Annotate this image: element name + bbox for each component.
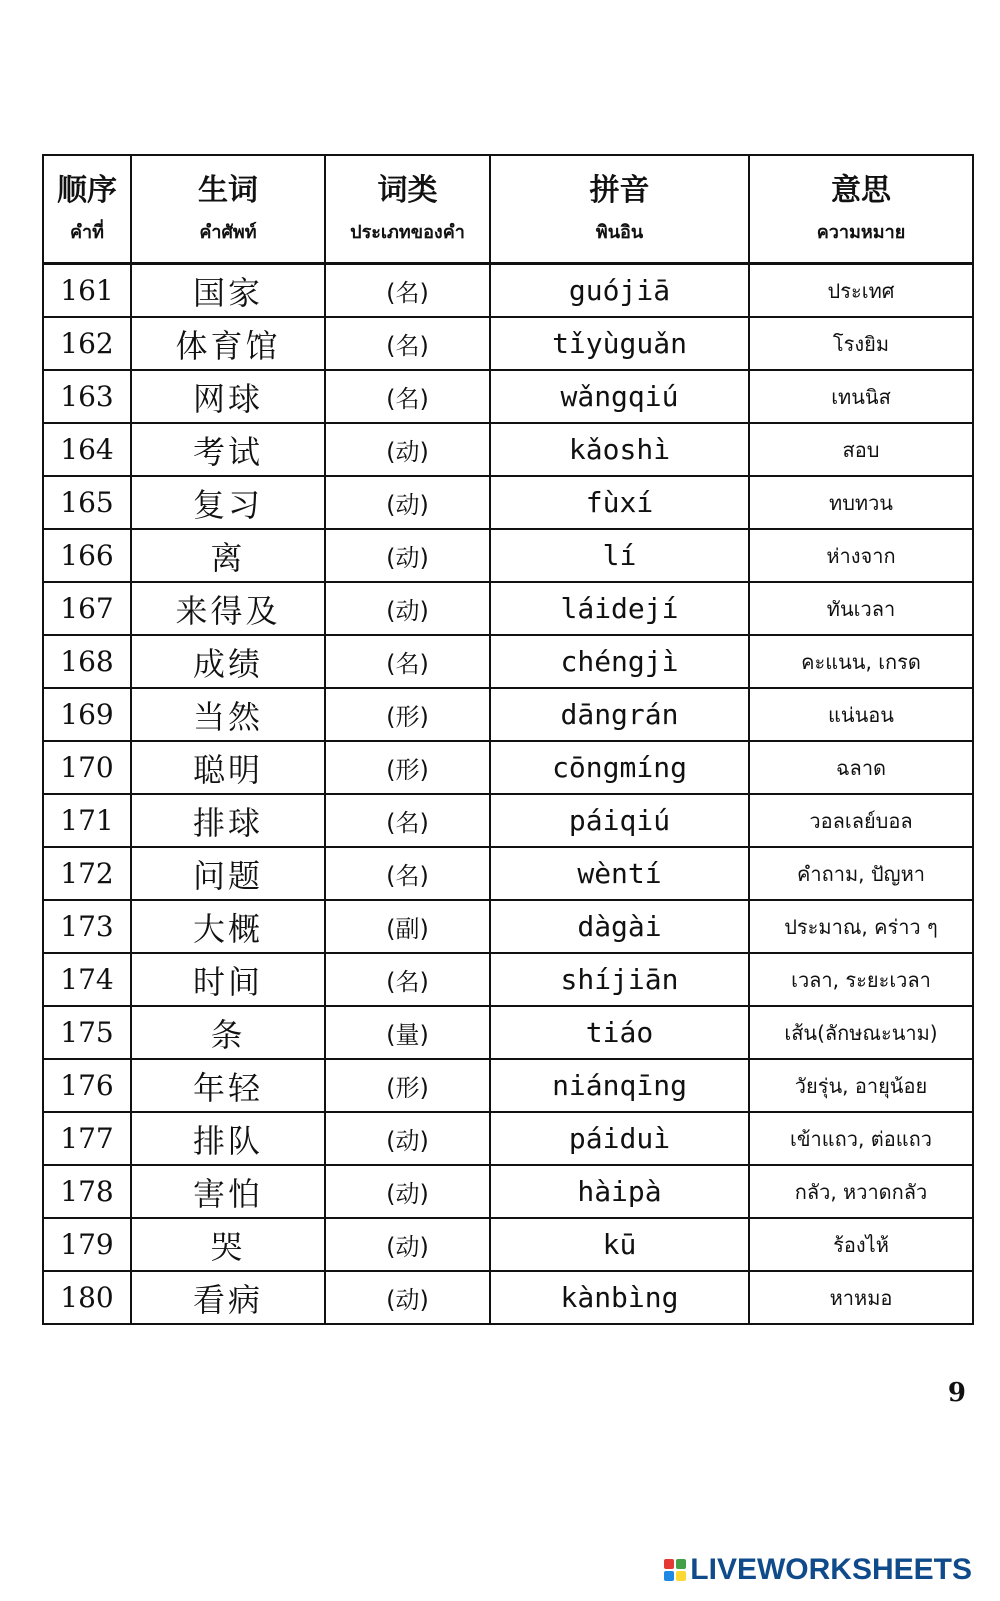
table-row	[43, 264, 973, 318]
cell-word: 成绩	[131, 635, 325, 688]
cell-order: 170	[43, 741, 131, 794]
cell-pos: (形)	[325, 741, 490, 794]
cell-word: 哭	[131, 1218, 325, 1271]
cell-meaning: โรงยิม	[749, 317, 973, 370]
header-pinyin	[490, 155, 749, 264]
cell-pos: (形)	[325, 1059, 490, 1112]
cell-pos: (名)	[325, 370, 490, 423]
vocabulary-table	[42, 154, 974, 1325]
cell-word: 害怕	[131, 1165, 325, 1218]
cell-meaning: ทบทวน	[749, 476, 973, 529]
cell-word: 条	[131, 1006, 325, 1059]
logo-square-red	[664, 1559, 674, 1569]
cell-pos: (动)	[325, 476, 490, 529]
logo-square-blue	[664, 1571, 674, 1581]
cell-order: 177	[43, 1112, 131, 1165]
table-row	[43, 423, 973, 476]
cell-meaning: สอบ	[749, 423, 973, 476]
cell-order: 174	[43, 953, 131, 1006]
cell-pos: (量)	[325, 1006, 490, 1059]
cell-word: 时间	[131, 953, 325, 1006]
cell-word: 聪明	[131, 741, 325, 794]
cell-pinyin: lí	[490, 529, 749, 582]
cell-meaning: ประมาณ, คร่าว ๆ	[749, 900, 973, 953]
header-row	[43, 155, 973, 264]
cell-pos: (名)	[325, 794, 490, 847]
cell-order: 166	[43, 529, 131, 582]
table-header	[43, 155, 973, 264]
cell-word: 问题	[131, 847, 325, 900]
table-body	[43, 264, 973, 1325]
header-meaning-zh: 意思	[831, 173, 891, 208]
cell-pos: (形)	[325, 688, 490, 741]
cell-order: 172	[43, 847, 131, 900]
cell-pinyin: tǐyùguǎn	[490, 317, 749, 370]
cell-pos: (动)	[325, 529, 490, 582]
cell-pinyin: dàgài	[490, 900, 749, 953]
cell-pinyin: chéngjì	[490, 635, 749, 688]
cell-order: 173	[43, 900, 131, 953]
table-row	[43, 794, 973, 847]
cell-order: 169	[43, 688, 131, 741]
cell-pos: (名)	[325, 635, 490, 688]
table-row	[43, 317, 973, 370]
cell-meaning: ประเทศ	[749, 264, 973, 318]
cell-pinyin: hàipà	[490, 1165, 749, 1218]
cell-pos: (动)	[325, 1218, 490, 1271]
table-row	[43, 1006, 973, 1059]
table-row	[43, 688, 973, 741]
liveworksheets-logo-icon	[664, 1559, 686, 1581]
header-order	[43, 155, 131, 264]
cell-meaning: คะแนน, เกรด	[749, 635, 973, 688]
cell-word: 离	[131, 529, 325, 582]
table-row	[43, 953, 973, 1006]
cell-pinyin: wèntí	[490, 847, 749, 900]
cell-order: 179	[43, 1218, 131, 1271]
cell-meaning: ห่างจาก	[749, 529, 973, 582]
cell-pinyin: dāngrán	[490, 688, 749, 741]
header-order-th: คำที่	[69, 222, 104, 243]
cell-pos: (名)	[325, 317, 490, 370]
table-row	[43, 1218, 973, 1271]
cell-meaning: ฉลาด	[749, 741, 973, 794]
cell-pinyin: wǎngqiú	[490, 370, 749, 423]
table-row	[43, 900, 973, 953]
cell-order: 161	[43, 264, 131, 318]
table-row	[43, 529, 973, 582]
cell-order: 180	[43, 1271, 131, 1324]
cell-order: 171	[43, 794, 131, 847]
header-meaning-th: ความหมาย	[816, 222, 906, 243]
header-word-zh: 生词	[198, 173, 258, 208]
cell-order: 163	[43, 370, 131, 423]
cell-pos: (动)	[325, 1271, 490, 1324]
cell-pos: (动)	[325, 1112, 490, 1165]
cell-meaning: กลัว, หวาดกลัว	[749, 1165, 973, 1218]
cell-meaning: วอลเลย์บอล	[749, 794, 973, 847]
cell-pinyin: páiqiú	[490, 794, 749, 847]
header-pos	[325, 155, 490, 264]
cell-meaning: หาหมอ	[749, 1271, 973, 1324]
cell-order: 178	[43, 1165, 131, 1218]
cell-order: 165	[43, 476, 131, 529]
liveworksheets-watermark	[664, 1553, 972, 1587]
cell-order: 175	[43, 1006, 131, 1059]
table-row	[43, 1059, 973, 1112]
header-pos-th: ประเภทของคำ	[350, 222, 465, 243]
cell-pinyin: láidejí	[490, 582, 749, 635]
logo-square-yellow	[676, 1571, 686, 1581]
cell-meaning: ทันเวลา	[749, 582, 973, 635]
cell-meaning: เส้น(ลักษณะนาม)	[749, 1006, 973, 1059]
cell-meaning: เทนนิส	[749, 370, 973, 423]
cell-pos: (动)	[325, 1165, 490, 1218]
table-row	[43, 635, 973, 688]
cell-word: 国家	[131, 264, 325, 318]
cell-word: 考试	[131, 423, 325, 476]
cell-order: 176	[43, 1059, 131, 1112]
cell-word: 排球	[131, 794, 325, 847]
cell-pinyin: niánqīng	[490, 1059, 749, 1112]
cell-pinyin: kànbìng	[490, 1271, 749, 1324]
cell-pos: (名)	[325, 264, 490, 318]
cell-pinyin: guójiā	[490, 264, 749, 318]
logo-square-green	[676, 1559, 686, 1569]
table-row	[43, 741, 973, 794]
cell-word: 排队	[131, 1112, 325, 1165]
cell-order: 168	[43, 635, 131, 688]
page-number: 9	[947, 1378, 966, 1408]
watermark-text: LIVEWORKSHEETS	[690, 1553, 972, 1586]
header-pinyin-zh: 拼音	[589, 173, 650, 208]
cell-pinyin: fùxí	[490, 476, 749, 529]
cell-pos: (名)	[325, 847, 490, 900]
cell-pinyin: cōngmíng	[490, 741, 749, 794]
cell-pos: (动)	[325, 582, 490, 635]
cell-meaning: เข้าแถว, ต่อแถว	[749, 1112, 973, 1165]
header-word-th: คำศัพท์	[199, 222, 257, 243]
cell-meaning: คำถาม, ปัญหา	[749, 847, 973, 900]
cell-meaning: วัยรุ่น, อายุน้อย	[749, 1059, 973, 1112]
header-pos-zh: 词类	[377, 173, 438, 208]
table-row	[43, 1165, 973, 1218]
cell-pos: (副)	[325, 900, 490, 953]
header-meaning	[749, 155, 973, 264]
cell-order: 167	[43, 582, 131, 635]
cell-word: 年轻	[131, 1059, 325, 1112]
cell-word: 体育馆	[131, 317, 325, 370]
cell-pinyin: tiáo	[490, 1006, 749, 1059]
cell-order: 162	[43, 317, 131, 370]
cell-meaning: เวลา, ระยะเวลา	[749, 953, 973, 1006]
cell-pos: (名)	[325, 953, 490, 1006]
cell-pinyin: kū	[490, 1218, 749, 1271]
cell-pinyin: shíjiān	[490, 953, 749, 1006]
cell-word: 当然	[131, 688, 325, 741]
cell-word: 网球	[131, 370, 325, 423]
cell-pinyin: kǎoshì	[490, 423, 749, 476]
cell-meaning: ร้องไห้	[749, 1218, 973, 1271]
cell-order: 164	[43, 423, 131, 476]
table-row	[43, 370, 973, 423]
header-pinyin-th: พินอิน	[595, 222, 644, 243]
header-order-zh: 顺序	[57, 173, 117, 208]
cell-word: 复习	[131, 476, 325, 529]
table-row	[43, 476, 973, 529]
cell-word: 看病	[131, 1271, 325, 1324]
table-row	[43, 1112, 973, 1165]
cell-word: 来得及	[131, 582, 325, 635]
header-word	[131, 155, 325, 264]
table-row	[43, 1271, 973, 1324]
cell-pinyin: páiduì	[490, 1112, 749, 1165]
table-row	[43, 847, 973, 900]
cell-word: 大概	[131, 900, 325, 953]
table-row	[43, 582, 973, 635]
cell-pos: (动)	[325, 423, 490, 476]
cell-meaning: แน่นอน	[749, 688, 973, 741]
